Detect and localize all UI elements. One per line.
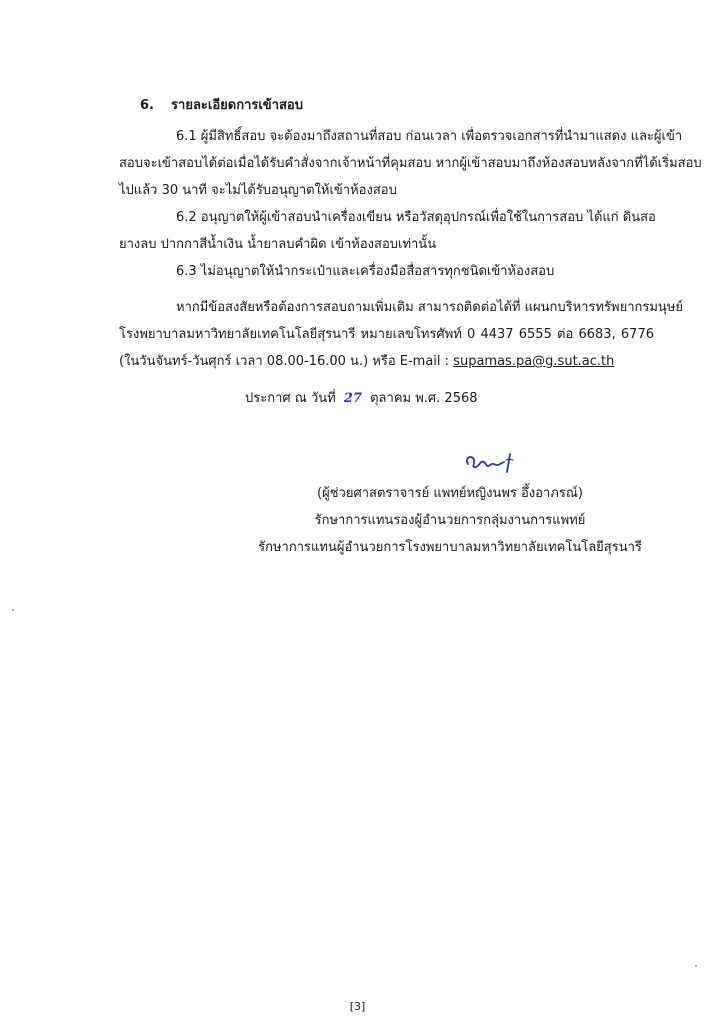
item-6-3-line-1: 6.3 ไม่อนุญาตให้นำกระเป๋าและเครื่องมือสื่อสารทุกชนิดเข้าห้องสอบ bbox=[176, 264, 555, 279]
signatory-position-2: รักษาการแทนผู้อำนวยการโรงพยาบาลมหาวิทยาลัยเทคโนโลยีสุรนารี bbox=[258, 540, 642, 555]
contact-line-1: หากมีข้อสงสัยหรือต้องการสอบถามเพิ่มเติม สามารถติดต่อได้ที่ แผนกบริหารทรัพยากรมนุษย์ bbox=[176, 300, 683, 315]
item-6-1-line-1: 6.1 ผู้มีสิทธิ์สอบ จะต้องมาถึงสถานที่สอบ ก่อนเวลา เพื่อตรวจเอกสารที่นำมาแสดง และผู้เข้า bbox=[176, 129, 683, 144]
announcement-day: 27 bbox=[343, 391, 362, 406]
item-6-2-line-2: ยางลบ ปากกาสีน้ำเงิน น้ำยาลบคำผิด เข้าห้องสอบเท่านั้น bbox=[119, 237, 437, 252]
item-6-1-line-3: ไปแล้ว 30 นาที จะไม่ได้รับอนุญาตให้เข้าห้องสอบ bbox=[119, 183, 397, 198]
signature-image bbox=[462, 448, 526, 476]
contact-line-2: โรงพยาบาลมหาวิทยาลัยเทคโนโลยีสุรนารี หมายเลขโทรศัพท์ 0 4437 6555 ต่อ 6683, 6776 bbox=[119, 327, 654, 342]
signatory-name: (ผู้ช่วยศาสตราจารย์ แพทย์หญิงนพร อึ้งอาภรณ์) bbox=[317, 486, 583, 501]
contact-line-3 bbox=[119, 353, 614, 371]
scan-speck bbox=[12, 609, 14, 611]
signatory-position-1: รักษาการแทนรองผู้อำนวยการกลุ่มงานการแพทย์ bbox=[314, 513, 586, 528]
scan-speck bbox=[695, 965, 697, 967]
email-link[interactable]: supamas.pa@g.sut.ac.th bbox=[453, 354, 615, 369]
item-6-1-line-2: สอบจะเข้าสอบได้ต่อเมื่อได้รับคำสั่งจากเจ้าหน้าที่คุมสอบ หากผู้เข้าสอบมาถึงห้องสอบหลังจากที่ได้เริ่มสอบ bbox=[119, 156, 702, 171]
section-heading bbox=[140, 97, 303, 115]
announcement-prefix: ประกาศ ณ วันที่ bbox=[245, 391, 336, 406]
item-6-2-line-1: 6.2 อนุญาตให้ผู้เข้าสอบนำเครื่องเขียน หรือวัสดุอุปกรณ์เพื่อใช้ในการสอบ ได้แก่ ดินสอ bbox=[176, 210, 656, 225]
contact-hours: (ในวันจันทร์-วันศุกร์ เวลา 08.00-16.00 น.) หรือ E-mail : bbox=[119, 354, 454, 369]
announcement-date bbox=[245, 390, 478, 408]
page-number: [3] bbox=[349, 1000, 366, 1013]
section-title: รายละเอียดการเข้าสอบ bbox=[171, 98, 303, 113]
announcement-suffix: ตุลาคม พ.ศ. 2568 bbox=[370, 391, 478, 406]
section-number: 6. bbox=[140, 98, 154, 113]
